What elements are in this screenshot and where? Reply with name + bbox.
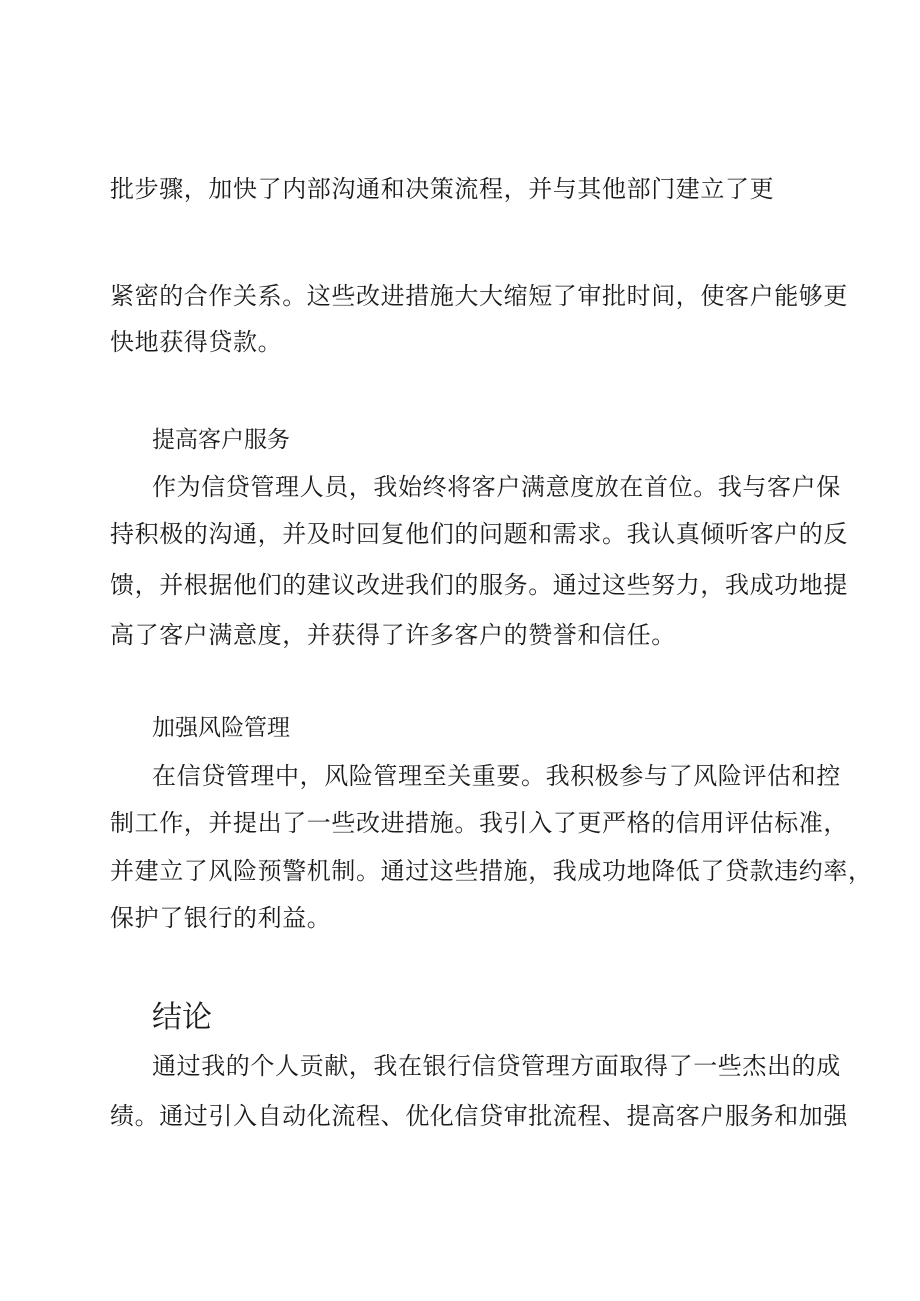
paragraph-line: 并建立了风险预警机制。通过这些措施，我成功地降低了贷款违约率，	[110, 857, 873, 885]
intro-line-1: 批步骤，加快了内部沟通和决策流程，并与其他部门建立了更	[110, 175, 775, 203]
section-heading-customer-service: 提高客户服务	[152, 427, 290, 453]
intro-line-2: 紧密的合作关系。这些改进措施大大缩短了审批时间，使客户能够更	[110, 282, 848, 310]
paragraph-line: 绩。通过引入自动化流程、优化信贷审批流程、提高客户服务和加强	[110, 1102, 848, 1130]
paragraph-line: 制工作，并提出了一些改进措施。我引入了更严格的信用评估标准，	[110, 809, 848, 837]
paragraph-line: 保护了银行的利益。	[110, 904, 332, 932]
conclusion-heading: 结论	[152, 1000, 212, 1035]
paragraph-line: 在信贷管理中，风险管理至关重要。我积极参与了风险评估和控	[152, 762, 841, 790]
paragraph-line: 作为信贷管理人员，我始终将客户满意度放在首位。我与客户保	[152, 473, 841, 501]
section-heading-risk-management: 加强风险管理	[152, 715, 290, 741]
paragraph-line: 通过我的个人贡献，我在银行信贷管理方面取得了一些杰出的成	[152, 1052, 841, 1080]
paragraph-line: 持积极的沟通，并及时回复他们的问题和需求。我认真倾听客户的反	[110, 520, 848, 548]
paragraph-line: 馈，并根据他们的建议改进我们的服务。通过这些努力，我成功地提	[110, 571, 848, 599]
intro-line-3: 快地获得贷款。	[110, 328, 283, 356]
paragraph-line: 高了客户满意度，并获得了许多客户的赞誉和信任。	[110, 621, 676, 649]
